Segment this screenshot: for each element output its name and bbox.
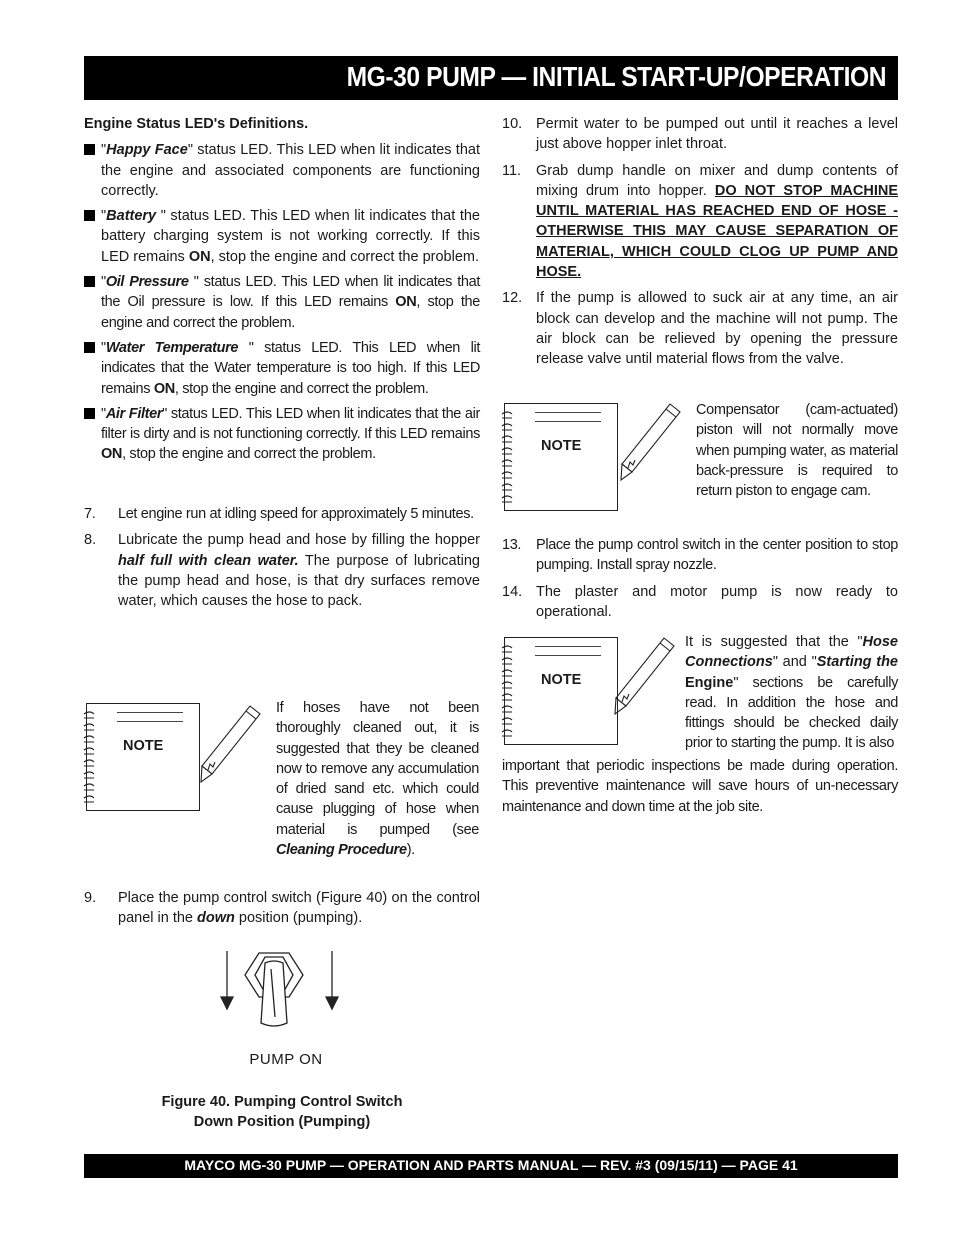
steps-13-14 bbox=[502, 535, 898, 628]
bullet-square-icon bbox=[84, 408, 95, 419]
step-9: 9. Place the pump control switch (Figure 40) on the control panel in the down position (pumping). bbox=[84, 890, 480, 927]
figure-40-caption: Figure 40. Pumping Control Switch Down Position (Pumping) bbox=[161, 1094, 403, 1130]
pencil-icon bbox=[618, 398, 688, 488]
led-heading: Engine Status LED's Definitions. bbox=[84, 116, 309, 132]
note-compensator-text: Compensator (cam-actuated) piston will not normally move when pumping water, as material back-pressure is required to return piston to engage cam. bbox=[696, 402, 898, 500]
step-11: 11. Grab dump handle on mixer and dump contents of mixing drum into hopper. DO NOT STOP MACHINE UNTIL MATERIAL HAS REACHED END OF HOSE - OTHERWISE THIS MAY CAUSE SEPARATION OF MATERIAL, WHICH COULD CLOG UP PUMP AND HOSE. bbox=[502, 162, 899, 281]
steps-10-12 bbox=[502, 114, 898, 376]
led-item-air-filter: "Air Filter" status LED. This LED when lit indicates that the air filter is dirty and is not functioning correctly. If this LED remains ON, stop the engine and correct the problem. bbox=[84, 404, 480, 465]
note-label: NOTE bbox=[541, 672, 582, 688]
pump-on-label: PUMP ON bbox=[249, 1051, 323, 1068]
pencil-icon bbox=[198, 700, 268, 790]
bullet-square-icon bbox=[84, 210, 95, 221]
note-inspection-text-top: It is suggested that the "Hose Connections" and "Starting the Engine" sections be carefully read. In addition the hose and fittings should be checked daily prior to starting the pump. It is also bbox=[685, 634, 898, 752]
note-hose-cleaning-text: If hoses have not been thoroughly cleaned out, it is suggested that they be cleaned now to remove any accumulation of dried sand etc. which could cause plugging of hose when material is pumped (see Cleaning Procedure). bbox=[276, 700, 479, 859]
page-title-banner bbox=[84, 56, 898, 100]
pencil-icon bbox=[612, 632, 684, 722]
step-7: 7. Let engine run at idling speed for approximately 5 minutes. bbox=[84, 506, 474, 522]
note-label: NOTE bbox=[123, 738, 164, 754]
step-13: 13. Place the pump control switch in the center position to stop pumping. Install spray nozzle. bbox=[502, 537, 898, 574]
led-item-battery: "Battery " status LED. This LED when lit indicates that the battery charging system is not working correctly. If this LED remains ON, stop the engine and correct the problem. bbox=[84, 206, 480, 267]
note-lines bbox=[117, 712, 183, 722]
step-10: 10. Permit water to be pumped out until it reaches a level just above hopper inlet throat. bbox=[502, 116, 898, 153]
spiral-binding-icon bbox=[500, 644, 514, 744]
step-9-block bbox=[84, 888, 480, 935]
note-pad-hose-cleaning bbox=[86, 703, 200, 811]
spiral-binding-icon bbox=[500, 410, 514, 510]
note-pad-inspection bbox=[504, 637, 618, 745]
led-item-oil-pressure: "Oil Pressure " status LED. This LED when lit indicates that the Oil pressure is low. If this LED remains ON, stop the engine and correct the problem. bbox=[84, 272, 480, 333]
bullet-square-icon bbox=[84, 342, 95, 353]
page-footer bbox=[84, 1154, 898, 1178]
bullet-square-icon bbox=[84, 144, 95, 155]
switch-lever bbox=[261, 961, 287, 1026]
bullet-square-icon bbox=[84, 276, 95, 287]
note-inspection-text-bottom: important that periodic inspections be made during operation. This preventive maintenance will save hours of un-necessary maintenance and down time at the job site. bbox=[502, 758, 898, 815]
led-item-happy-face: "Happy Face" status LED. This LED when lit indicates that the engine and associated components are functioning correctly. bbox=[84, 140, 480, 201]
spiral-binding-icon bbox=[82, 710, 96, 810]
page-title: MG-30 PUMP — INITIAL START-UP/OPERATION bbox=[346, 61, 886, 92]
note-lines bbox=[535, 646, 601, 656]
note-lines bbox=[535, 412, 601, 422]
steps-7-8 bbox=[84, 504, 480, 617]
footer-text: MAYCO MG-30 PUMP — OPERATION AND PARTS MANUAL — REV. #3 (09/15/11) — PAGE 41 bbox=[184, 1157, 798, 1173]
note-label: NOTE bbox=[541, 438, 582, 454]
led-definitions bbox=[84, 114, 480, 470]
step-12: 12. If the pump is allowed to suck air at any time, an air block can develop and the machine will not pump. The air block can be relieved by opening the pressure release valve until material flows from the valve. bbox=[502, 290, 898, 368]
step-14: 14. The plaster and motor pump is now ready to operational. bbox=[502, 583, 898, 620]
led-item-water-temperature: "Water Temperature " status LED. This LED when lit indicates that the Water temperature is too high. If this LED remains ON, stop the engine and correct the problem. bbox=[84, 338, 480, 399]
pump-control-switch-figure bbox=[215, 945, 345, 1045]
note-pad-compensator bbox=[504, 403, 618, 511]
step-8: 8. Lubricate the pump head and hose by filling the hopper half full with clean water. The purpose of lubricating the pump head and hose, is that dry surfaces remove water, which causes the hose to pack. bbox=[84, 532, 480, 610]
